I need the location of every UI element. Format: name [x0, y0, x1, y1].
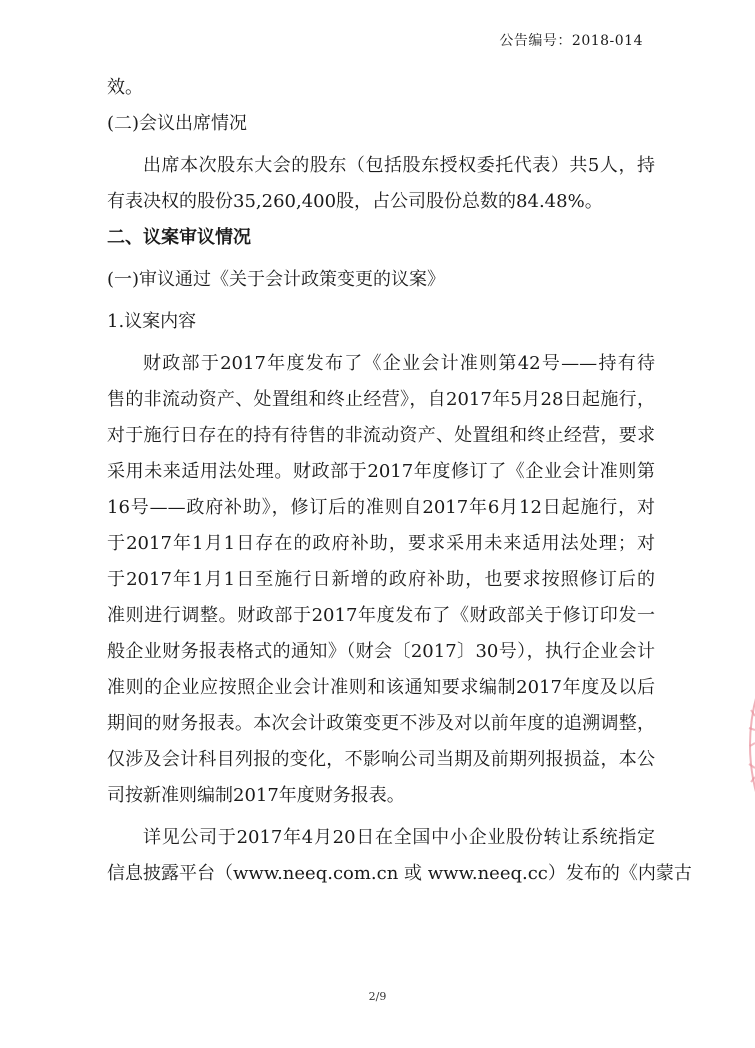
- paragraph-line: 财政部于2017年度发布了《企业会计准则第42号——持有待: [143, 353, 655, 374]
- paragraph-line: 准则进行调整。财政部于2017年度发布了《财政部关于修订印发一: [107, 605, 655, 626]
- paragraph-line: 仅涉及会计科目列报的变化，不影响公司当期及前期列报损益，本公: [107, 749, 655, 770]
- paragraph-line: 采用未来适用法处理。财政部于2017年度修订了《企业会计准则第: [107, 461, 655, 482]
- announcement-code: 公告编号：2018-014: [499, 33, 643, 49]
- page-number: 2/9: [368, 990, 387, 1003]
- paragraph-line: 于2017年1月1日存在的政府补助，要求采用未来适用法处理；对: [107, 533, 655, 554]
- paragraph-line: 期间的财务报表。本次会计政策变更不涉及对以前年度的追溯调整，: [107, 713, 655, 734]
- paragraph-line: 于2017年1月1日至施行日新增的政府补助，也要求按照修订后的: [107, 569, 655, 590]
- paragraph-line: 效。: [107, 77, 143, 98]
- seal-stamp-edge: [737, 690, 755, 800]
- paragraph-line: 司按新准则编制2017年度财务报表。: [107, 785, 405, 806]
- motion-subheading: 1.议案内容: [107, 311, 197, 332]
- paragraph-line: 信息披露平台（www.neeq.com.cn 或 www.neeq.cc）发布的《内蒙古: [107, 863, 692, 884]
- paragraph-line: 准则的企业应按照企业会计准则和该通知要求编制2017年度及以后: [107, 677, 655, 698]
- seal-stamp-icon: [737, 690, 755, 800]
- paragraph-line: 对于施行日存在的持有待售的非流动资产、处置组和终止经营，要求: [107, 425, 655, 446]
- paragraph-line: 般企业财务报表格式的通知》（财会〔2017〕30号），执行企业会计: [107, 641, 655, 662]
- section-subheading: (二)会议出席情况: [107, 113, 248, 134]
- paragraph-line: 16号——政府补助》，修订后的准则自2017年6月12日起施行，对: [107, 497, 655, 518]
- document-body: [107, 70, 692, 892]
- motion-title: (一)审议通过《关于会计政策变更的议案》: [107, 269, 446, 290]
- paragraph-line: 有表决权的股份35,260,400股，占公司股份总数的84.48%。: [107, 191, 603, 212]
- paragraph-line: 售的非流动资产、处置组和终止经营》，自2017年5月28日起施行，: [107, 389, 655, 410]
- paragraph-line: 出席本次股东大会的股东（包括股东授权委托代表）共5人，持: [143, 155, 655, 176]
- paragraph-line: 详见公司于2017年4月20日在全国中小企业股份转让系统指定: [143, 827, 655, 848]
- section-heading: 二、议案审议情况: [107, 227, 251, 248]
